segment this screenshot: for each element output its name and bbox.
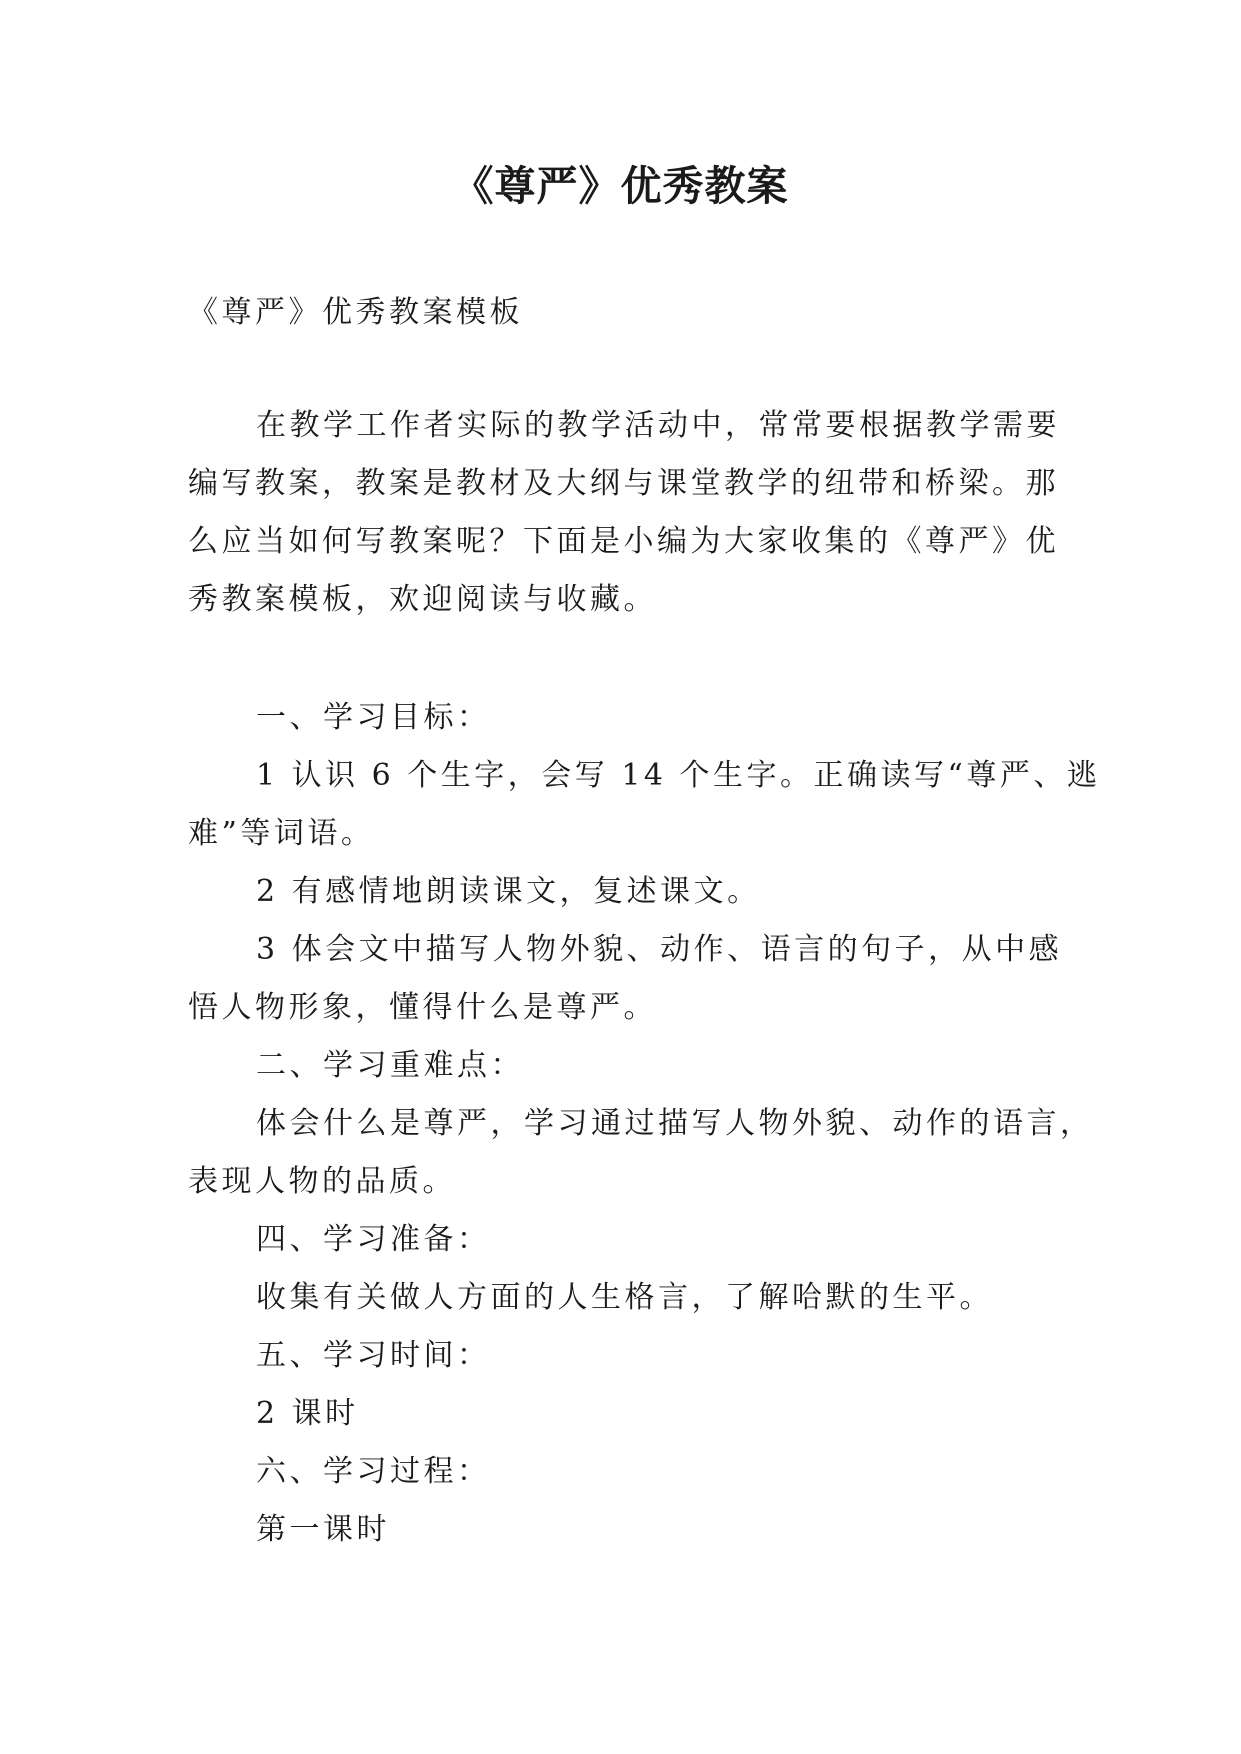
section-heading-goals: 一、学习目标： bbox=[256, 700, 491, 735]
section-heading-time: 五、学习时间： bbox=[256, 1338, 491, 1373]
intro-line-2: 编写教案，教案是教材及大纲与课堂教学的纽带和桥梁。那 bbox=[188, 466, 1059, 501]
time-body: 2 课时 bbox=[256, 1396, 359, 1431]
intro-line-4: 秀教案模板，欢迎阅读与收藏。 bbox=[188, 582, 657, 617]
difficulties-line-2: 表现人物的品质。 bbox=[188, 1164, 456, 1199]
process-body: 第一课时 bbox=[256, 1512, 390, 1547]
document-title: 《尊严》优秀教案 bbox=[452, 162, 789, 210]
document-subtitle: 《尊严》优秀教案模板 bbox=[188, 295, 523, 330]
intro-line-3: 么应当如何写教案呢？下面是小编为大家收集的《尊严》优 bbox=[188, 524, 1059, 559]
goal-3-line-1: 3 体会文中描写人物外貌、动作、语言的句子，从中感 bbox=[256, 932, 1063, 967]
goal-1-line-1: 1 认识 6 个生字，会写 14 个生字。正确读写“尊严、逃 bbox=[256, 758, 1101, 793]
section-heading-process: 六、学习过程： bbox=[256, 1454, 491, 1489]
goal-1-line-2: 难”等词语。 bbox=[188, 816, 375, 851]
section-heading-difficulties: 二、学习重难点： bbox=[256, 1048, 524, 1083]
goal-3-line-2: 悟人物形象，懂得什么是尊严。 bbox=[188, 990, 657, 1025]
difficulties-line-1: 体会什么是尊严，学习通过描写人物外貌、动作的语言， bbox=[256, 1106, 1094, 1141]
intro-line-1: 在教学工作者实际的教学活动中，常常要根据教学需要 bbox=[256, 408, 1060, 443]
preparation-body: 收集有关做人方面的人生格言，了解哈默的生平。 bbox=[256, 1280, 993, 1315]
section-heading-preparation: 四、学习准备： bbox=[256, 1222, 491, 1257]
goal-2: 2 有感情地朗读课文，复述课文。 bbox=[256, 874, 761, 909]
